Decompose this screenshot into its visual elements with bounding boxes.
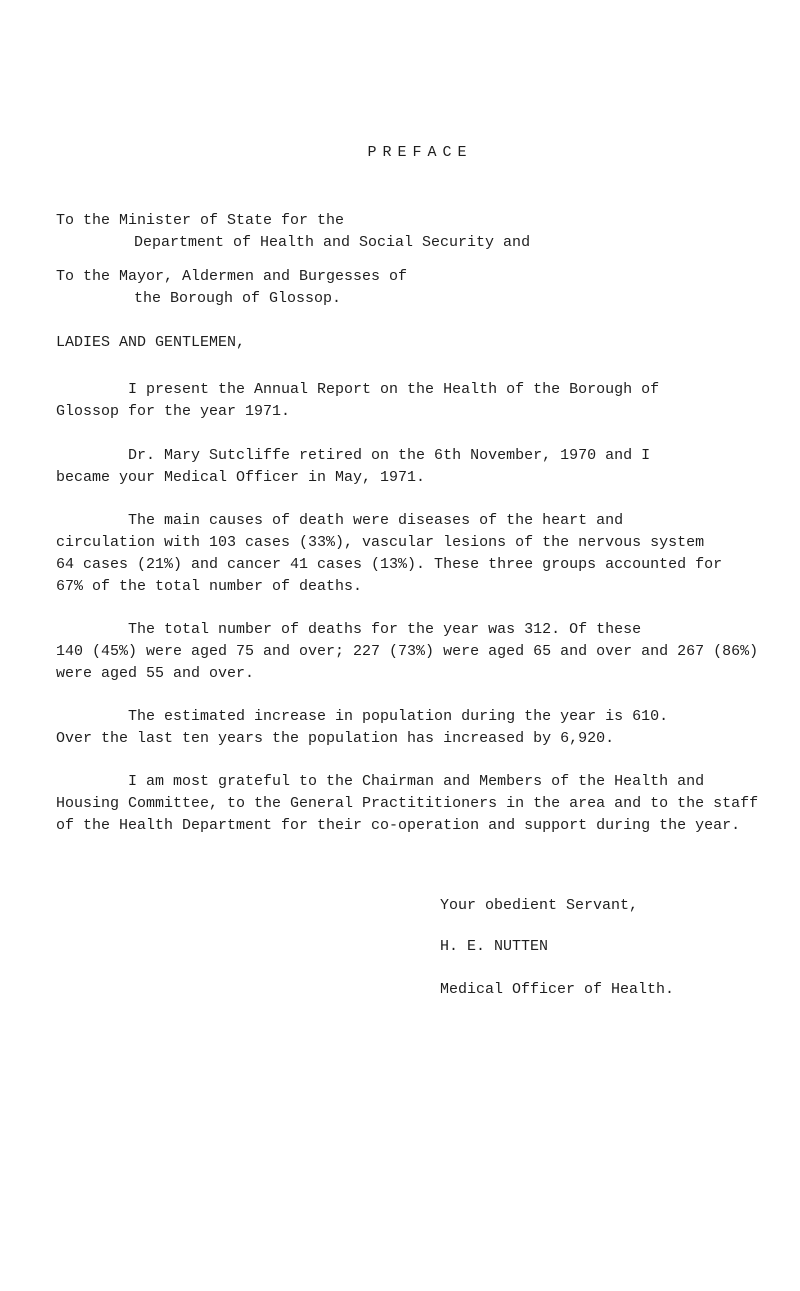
paragraph-line: 64 cases (21%) and cancer 41 cases (13%). These three groups accounted for [56,556,723,573]
paragraph-line: Glossop for the year 1971. [56,403,291,420]
paragraph-appointment [56,445,776,489]
paragraph-line: I am most grateful to the Chairman and Members of the Health and [56,773,705,790]
paragraph-line: 67% of the total number of deaths. [56,578,363,595]
addressee-line-4: the Borough of Glossop. [134,290,342,307]
page-heading: PREFACE [367,144,473,161]
paragraph-line: Dr. Mary Sutcliffe retired on the 6th November, 1970 and I [56,447,651,464]
addressee-line-1: To the Minister of State for the [56,212,345,229]
paragraph-acknowledgements [56,771,776,837]
paragraph-line: The main causes of death were diseases of the heart and [56,512,624,529]
paragraph-line: 140 (45%) were aged 75 and over; 227 (73%) were aged 65 and over and 267 (86%) [56,643,759,660]
paragraph-line: The estimated increase in population during the year is 610. [56,708,669,725]
paragraph-line: Housing Committee, to the General Practititioners in the area and to the staff [56,795,759,812]
paragraph-line: The total number of deaths for the year was 312. Of these [56,621,642,638]
paragraph-line: became your Medical Officer in May, 1971. [56,469,426,486]
paragraph-annual-report [56,379,776,423]
addressee-line-2: Department of Health and Social Security and [134,234,531,251]
paragraph-causes-of-death [56,510,776,598]
paragraph-line: I present the Annual Report on the Health of the Borough of [56,381,660,398]
paragraph-population [56,706,776,750]
salutation: LADIES AND GENTLEMEN, [56,334,246,351]
paragraph-line: circulation with 103 cases (33%), vascular lesions of the nervous system [56,534,705,551]
closing-line: Your obedient Servant, [440,897,639,914]
signatory-title: Medical Officer of Health. [440,981,675,998]
paragraph-line: were aged 55 and over. [56,665,255,682]
paragraph-total-deaths [56,619,776,685]
paragraph-line: of the Health Department for their co-operation and support during the year. [56,817,741,834]
paragraph-line: Over the last ten years the population has increased by 6,920. [56,730,615,747]
signatory-name: H. E. NUTTEN [440,938,549,955]
addressee-line-3: To the Mayor, Aldermen and Burgesses of [56,268,408,285]
